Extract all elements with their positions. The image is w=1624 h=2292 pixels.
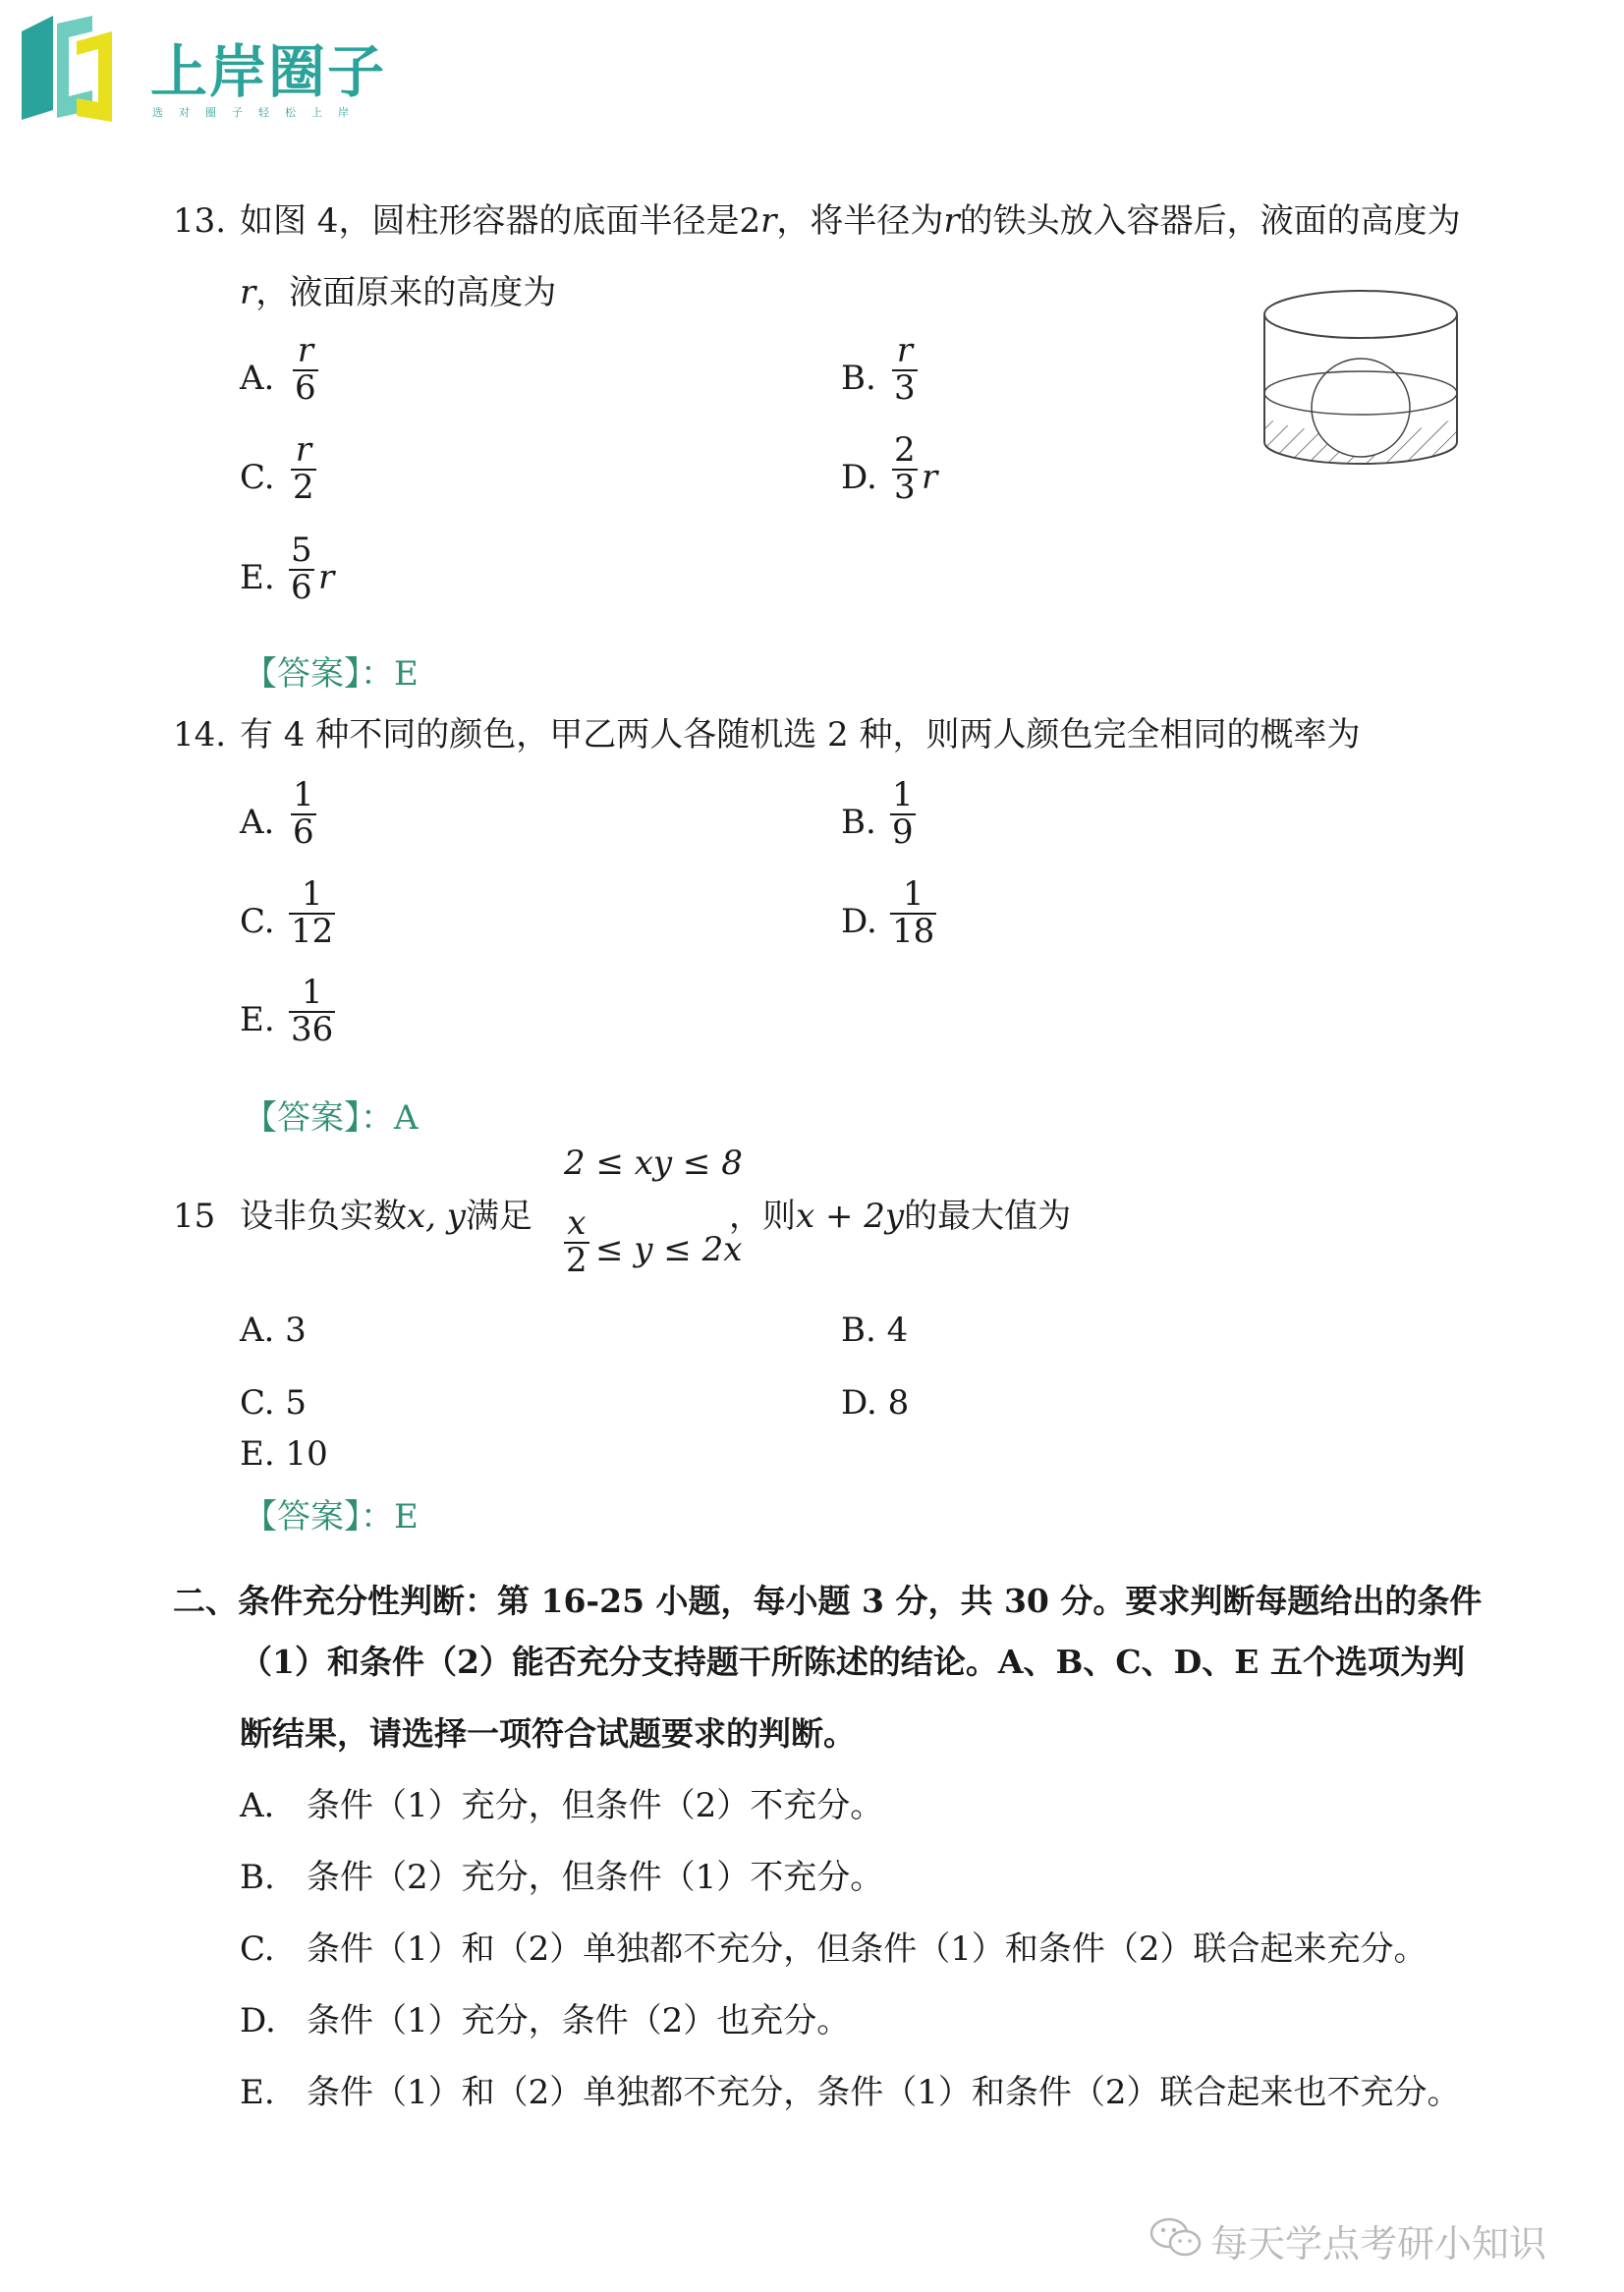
q13-option-a-label: A. (240, 359, 275, 398)
q13-e-den: 6 (291, 567, 312, 607)
q14-option-a-label: A. (240, 803, 275, 842)
q15-option-a: A. 3 (240, 1311, 307, 1350)
q13-option-b-frac (892, 331, 918, 408)
q15-option-c: C. 5 (240, 1383, 308, 1423)
section2-option-e (240, 2073, 1461, 2113)
q13-option-b-label: B. (841, 359, 876, 398)
q15-cond2-tail: ≤ y ≤ 2x (595, 1230, 743, 1269)
section2-option-b-label: B. (240, 1858, 275, 1897)
q15-answer (244, 1489, 419, 1537)
q14-answer (244, 1090, 419, 1139)
q13-a-den: 6 (295, 367, 316, 408)
q13-stem-c: 的铁头放入容器后，液面的高度为 (959, 201, 1461, 241)
q13-c-den: 2 (293, 467, 314, 507)
q14-d-num: 1 (890, 877, 936, 915)
q13-r3: r (240, 273, 256, 312)
q15-vars: x, y (407, 1197, 466, 1236)
q13-stem-line2-text: ，液面原来的高度为 (255, 273, 557, 312)
q14-a-num: 1 (293, 775, 314, 814)
q13-e-tail: r (318, 558, 335, 597)
q13-option-e-label: E. (240, 558, 275, 597)
section2-option-b (240, 1858, 883, 1898)
q13-r1: r (760, 201, 777, 241)
q15-option-e: E. 10 (240, 1434, 328, 1474)
logo (18, 12, 430, 130)
section2-option-d-label: D. (240, 2001, 276, 2040)
q14-option-c-label: C. (240, 902, 275, 941)
q13-b-den: 3 (894, 367, 916, 408)
q15-number: 15 (173, 1197, 216, 1236)
q14-option-e-frac (289, 973, 335, 1049)
q14-a-den: 6 (293, 811, 314, 852)
cylinder-figure (1253, 285, 1469, 472)
q14-option-d-label: D. (841, 902, 877, 941)
q14-option-b-label: B. (841, 803, 876, 842)
logo-mark-icon (18, 12, 126, 125)
q13-d-tail: r (922, 458, 938, 497)
q15-stem-rest (729, 1197, 1071, 1237)
q15-stem-a (240, 1197, 532, 1237)
q13-answer (244, 646, 419, 695)
q13-option-e-frac (289, 533, 314, 605)
q13-r2: r (943, 201, 960, 241)
section2-heading-line2: （1）和条件（2）能否充分支持题干所陈述的结论。A、B、C、D、E 五个选项为判 (240, 1643, 1465, 1681)
q15-option-d: D. 8 (841, 1383, 910, 1423)
section2-option-b-text: 条件（2）充分，但条件（1）不充分。 (307, 1858, 884, 1897)
q13-number: 13. (173, 201, 227, 241)
q13-d-den: 3 (894, 467, 916, 507)
wechat-icon (1149, 2215, 1203, 2259)
watermark-text: 每天学点考研小知识 (1210, 2222, 1547, 2265)
q15-cond2-den: 2 (566, 1240, 588, 1280)
section2-heading-line3: 断结果，请选择一项符合试题要求的判断。 (240, 1714, 856, 1753)
q13-a-num: r (293, 334, 318, 371)
q14-answer-label: 【答案】： (244, 1098, 394, 1138)
q14-number: 14. (173, 715, 227, 755)
q15-stem-d: 的最大值为 (904, 1197, 1072, 1236)
q13-stem-b: ，将半径为 (776, 201, 944, 241)
q14-b-num: 1 (892, 775, 914, 814)
q13-option-d-label: D. (841, 458, 877, 497)
q13-option-c-frac (291, 430, 316, 507)
q13-c-num: r (291, 433, 316, 471)
q13-option-d-frac (892, 430, 918, 507)
q13-option-c-label: C. (240, 458, 275, 497)
section2-option-d-text: 条件（1）充分，条件（2）也充分。 (307, 2001, 851, 2040)
section2-heading-line1: 二、条件充分性判断：第 16-25 小题，每小题 3 分，共 30 分。要求判断每题给出的条件 (173, 1582, 1483, 1620)
q14-b-den: 9 (892, 811, 914, 852)
q15-answer-label: 【答案】： (244, 1497, 394, 1537)
section2-option-e-text: 条件（1）和（2）单独都不充分，条件（1）和条件（2）联合起来也不充分。 (307, 2073, 1461, 2112)
q14-answer-value: A (394, 1098, 419, 1138)
section2-option-a (240, 1786, 883, 1826)
q15-cond2-num: x (564, 1206, 589, 1244)
q13-stem-line1 (240, 201, 1461, 242)
q13-two: 2 (739, 201, 761, 241)
section2-option-c-label: C. (240, 1929, 275, 1969)
section2-option-d (240, 2001, 850, 2041)
q15-stem-c: ，则 (729, 1197, 796, 1236)
section2-option-e-label: E. (240, 2073, 275, 2112)
q14-c-den: 12 (291, 911, 334, 951)
q13-answer-value: E (394, 654, 419, 694)
q13-stem-a: 如图 4，圆柱形容器的底面半径是 (240, 201, 740, 241)
q14-option-e-label: E. (240, 1000, 275, 1039)
q13-e-num: 5 (291, 531, 312, 570)
q14-e-den: 36 (291, 1009, 334, 1049)
section2-option-c (240, 1929, 1428, 1970)
q15-stem-b: 满足 (466, 1197, 532, 1236)
q13-b-num: r (892, 334, 918, 371)
q15-answer-value: E (394, 1497, 419, 1537)
q15-stem-a-text: 设非负实数 (240, 1197, 407, 1236)
section2-option-c-text: 条件（1）和（2）单独都不充分，但条件（1）和条件（2）联合起来充分。 (307, 1929, 1428, 1969)
q13-answer-label: 【答案】： (244, 654, 394, 694)
q14-option-b-frac (890, 775, 916, 852)
q14-option-d-frac (890, 874, 936, 951)
q14-option-c-frac (289, 874, 335, 951)
q15-option-b: B. 4 (841, 1311, 909, 1350)
logo-subtitle: 选对圈子轻松上岸 (152, 106, 364, 119)
q13-d-num: 2 (894, 430, 916, 470)
q14-d-den: 18 (892, 911, 935, 951)
q15-cond2-frac (564, 1203, 589, 1280)
q14-stem: 有 4 种不同的颜色，甲乙两人各随机选 2 种，则两人颜色完全相同的概率为 (240, 715, 1361, 755)
logo-title: 上岸圈子 (150, 38, 387, 105)
q13-option-a-frac (293, 331, 318, 408)
q14-option-a-frac (291, 775, 316, 852)
q15-cond1: 2 ≤ xy ≤ 8 (564, 1144, 743, 1183)
q15-expr: x + 2y (796, 1197, 905, 1236)
section2-option-a-label: A. (240, 1786, 275, 1825)
q14-c-num: 1 (289, 877, 335, 915)
q14-e-num: 1 (289, 976, 335, 1013)
section2-option-a-text: 条件（1）充分，但条件（2）不充分。 (307, 1786, 884, 1825)
q13-stem-line2 (240, 273, 556, 313)
